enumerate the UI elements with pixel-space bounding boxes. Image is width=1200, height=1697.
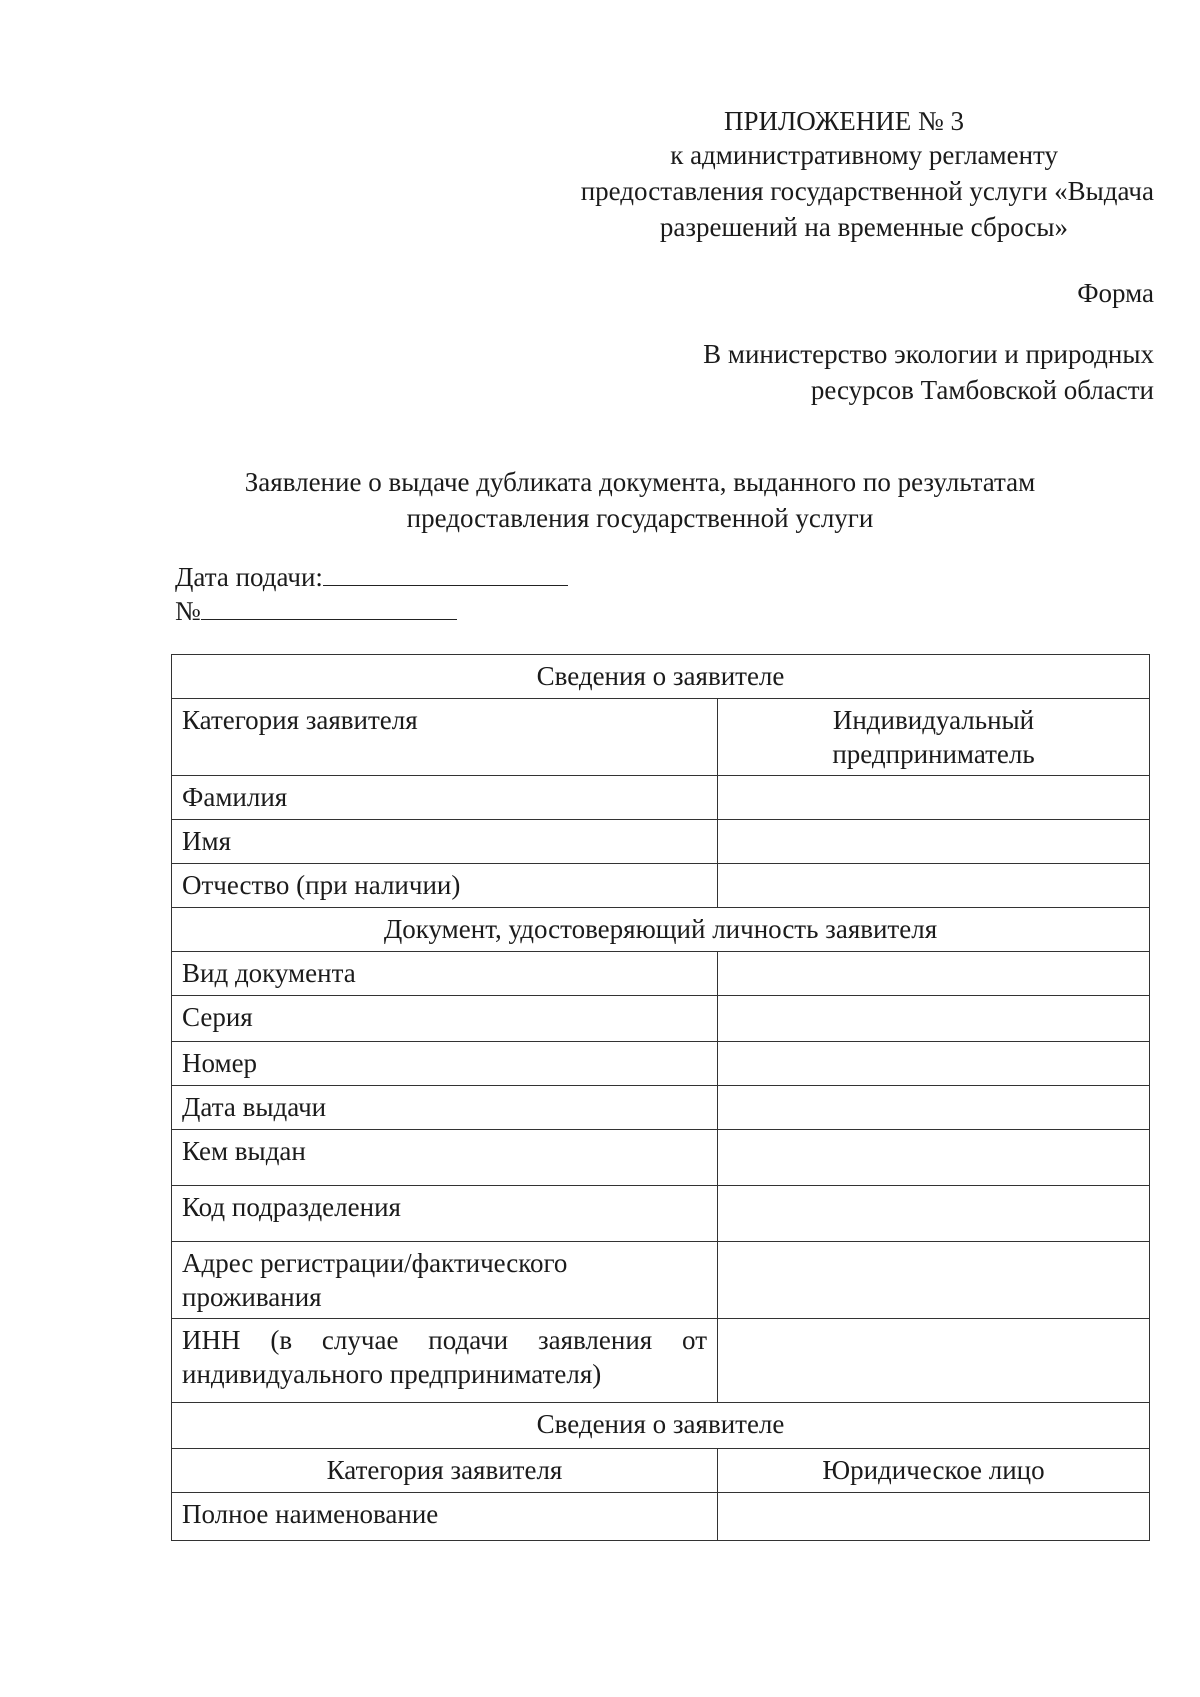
patronymic-label: Отчество (при наличии) — [172, 864, 718, 908]
series-label: Серия — [172, 996, 718, 1042]
table-row — [172, 1042, 1150, 1086]
doc-type-label: Вид документа — [172, 952, 718, 996]
table-row — [172, 908, 1150, 952]
table-row — [172, 864, 1150, 908]
address-label — [172, 1242, 718, 1319]
table-row — [172, 952, 1150, 996]
submission-number-label: № — [175, 596, 201, 626]
name-cell[interactable] — [718, 820, 1150, 864]
table-row — [172, 1130, 1150, 1186]
document-title — [200, 464, 1080, 536]
issued-by-cell[interactable] — [718, 1130, 1150, 1186]
inn-label — [172, 1319, 718, 1403]
document-title-line-2: предоставления государственной услуги — [406, 503, 874, 533]
section-title-identity-document: Документ, удостоверяющий личность заявителя — [172, 908, 1150, 952]
table-row — [172, 699, 1150, 776]
category-value-line-2: предприниматель — [832, 739, 1035, 769]
full-name-label: Полное наименование — [172, 1493, 718, 1541]
inn-cell[interactable] — [718, 1319, 1150, 1403]
table-row — [172, 1242, 1150, 1319]
name-label: Имя — [172, 820, 718, 864]
inn-label-line-1: ИНН (в случае подачи заявления от — [182, 1325, 707, 1355]
submission-date-blank[interactable] — [323, 559, 568, 586]
appendix-line-2: предоставления государственной услуги «Выдача — [580, 176, 1154, 206]
appendix-line-1: к административному регламенту — [670, 140, 1058, 170]
submission-number-blank[interactable] — [201, 593, 457, 620]
address-label-line-2: проживания — [182, 1282, 322, 1312]
category2-value: Юридическое лицо — [718, 1449, 1150, 1493]
category-value — [718, 699, 1150, 776]
issue-date-label: Дата выдачи — [172, 1086, 718, 1130]
addressee — [703, 336, 1154, 408]
doc-type-cell[interactable] — [718, 952, 1150, 996]
submission-number-field — [175, 593, 457, 628]
address-cell[interactable] — [718, 1242, 1150, 1319]
patronymic-cell[interactable] — [718, 864, 1150, 908]
table-row — [172, 1403, 1150, 1449]
submission-date-field — [175, 559, 568, 594]
table-row — [172, 655, 1150, 699]
division-code-label: Код подразделения — [172, 1186, 718, 1242]
submission-date-label: Дата подачи: — [175, 562, 323, 592]
number-cell[interactable] — [718, 1042, 1150, 1086]
table-row — [172, 1186, 1150, 1242]
issued-by-label: Кем выдан — [172, 1130, 718, 1186]
appendix-line-3: разрешений на временные сбросы» — [659, 212, 1068, 242]
table-row — [172, 1319, 1150, 1403]
form-label: Форма — [1077, 278, 1154, 308]
section-title-applicant: Сведения о заявителе — [172, 655, 1150, 699]
number-label: Номер — [172, 1042, 718, 1086]
surname-cell[interactable] — [718, 776, 1150, 820]
division-code-cell[interactable] — [718, 1186, 1150, 1242]
addressee-line-2: ресурсов Тамбовской области — [810, 375, 1154, 405]
table-row — [172, 1449, 1150, 1493]
surname-label: Фамилия — [172, 776, 718, 820]
full-name-cell[interactable] — [718, 1493, 1150, 1541]
issue-date-cell[interactable] — [718, 1086, 1150, 1130]
table-row — [172, 1086, 1150, 1130]
section-title-applicant-legal: Сведения о заявителе — [172, 1403, 1150, 1449]
table-row — [172, 1493, 1150, 1541]
applicant-info-table — [171, 654, 1150, 1541]
category-value-line-1: Индивидуальный — [832, 705, 1035, 735]
addressee-line-1: В министерство экологии и природных — [703, 339, 1154, 369]
series-cell[interactable] — [718, 996, 1150, 1042]
inn-label-line-2: индивидуального предпринимателя) — [182, 1359, 602, 1389]
category-label: Категория заявителя — [172, 699, 718, 776]
table-row — [172, 776, 1150, 820]
appendix-title: ПРИЛОЖЕНИЕ № 3 — [723, 106, 965, 136]
document-title-line-1: Заявление о выдаче дубликата документа, выданного по результатам — [244, 467, 1036, 497]
category2-label: Категория заявителя — [172, 1449, 718, 1493]
table-row — [172, 996, 1150, 1042]
table-row — [172, 820, 1150, 864]
address-label-line-1: Адрес регистрации/фактического — [182, 1248, 568, 1278]
